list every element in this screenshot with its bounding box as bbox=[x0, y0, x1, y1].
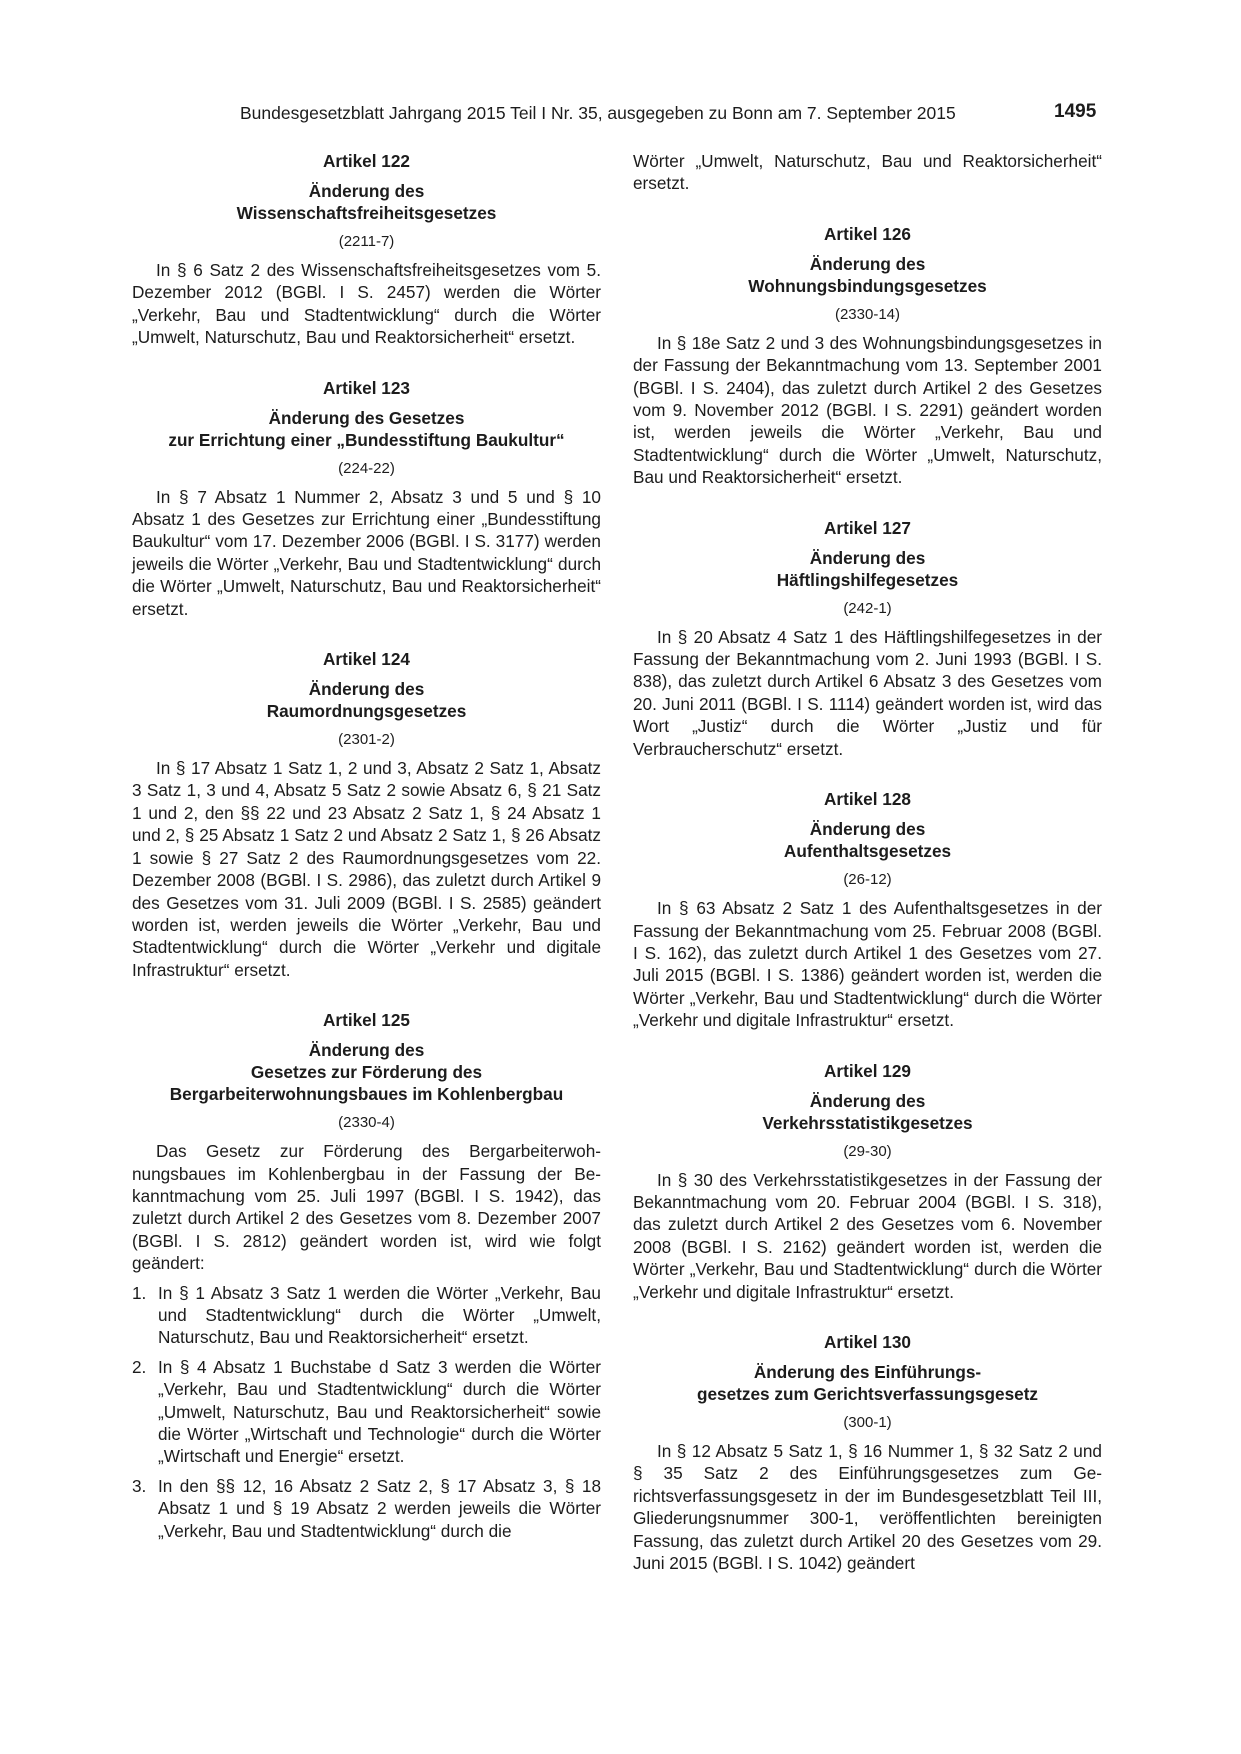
article-title bbox=[633, 547, 1102, 591]
article-126 bbox=[633, 223, 1102, 489]
article-code: (2330-14) bbox=[834, 305, 901, 323]
article-title-line: Änderung des bbox=[308, 181, 425, 201]
article-title-line: Verkehrsstatistikgesetzes bbox=[762, 1112, 973, 1133]
article-title bbox=[132, 180, 601, 224]
article-number: Artikel 125 bbox=[323, 1010, 410, 1031]
list-item-text: In § 1 Absatz 3 Satz 1 werden die Wörter „Verkehr, Bau und Stadtentwicklung“ durch die Wörter „Umwelt, Naturschutz, Bau und Reaktorsicherheit“ ersetzt. bbox=[158, 1282, 601, 1348]
list-item-text: In § 4 Absatz 1 Buchstabe d Satz 3 werden die Wörter „Verkehr, Bau und Stadtentwicklung“ durch die Wörter „Umwelt, Naturschutz, Bau und Reaktorsicherheit“ sowie die Wörter „Wirtschaft und Technologie“ durch die Wörter „Wirtschaft und Energie“ ersetzt. bbox=[158, 1356, 601, 1467]
page-number: 1495 bbox=[1054, 101, 1097, 122]
article-title-line: gesetzes zum Gerichtsverfassungsgesetz bbox=[696, 1383, 1039, 1404]
article-title-line: Änderung des bbox=[809, 547, 926, 568]
article-title bbox=[633, 253, 1102, 297]
list-item-text: In den §§ 12, 16 Absatz 2 Satz 2, § 17 Absatz 3, § 18 Absatz 1 und § 19 Absatz 2 werden jeweils die Wörter „Verkehr, Bau und Stadtentwicklung“ durch die bbox=[158, 1475, 601, 1541]
article-number: Artikel 124 bbox=[323, 649, 410, 670]
left-column bbox=[132, 150, 601, 1570]
article-body: In § 18e Satz 2 und 3 des Wohnungsbindungsgesetzes in der Fassung der Bekanntmachung vom 13. September 2001 (BGBl. I S. 2404), das zuletzt durch Artikel 2 des Gesetzes vom 9. November 2012 (BGBl. I S. 2291) geändert worden ist, werden jeweils die Wörter „Verkehr, Bau und Stadtentwicklung“ durch die Wörter „Umwelt, Naturschutz, Bau und Reaktorsicherheit“ ersetzt. bbox=[633, 332, 1102, 488]
list-item bbox=[132, 1475, 601, 1542]
article-body: In § 63 Absatz 2 Satz 1 des Aufenthaltsgesetzes in der Fassung der Bekanntmachung vom 25. Februar 2008 (BGBl. I S. 162), das zuletzt durch Artikel 1 des Gesetzes vom 27. Juli 2015 (BGBl. I S. 1386) geändert worden ist, werden die Wörter „Verkehr, Bau und Stadtentwicklung“ durch die Wörter „Verkehr und digitale Infrastruktur“ ersetzt. bbox=[633, 898, 1102, 1031]
article-code: (29-30) bbox=[843, 1142, 892, 1160]
article-body: In § 7 Absatz 1 Nummer 2, Absatz 3 und 5 und § 10 Absatz 1 des Gesetzes zur Errichtung einer „Bundesstiftung Baukultur“ vom 17. Dezember 2006 (BGBl. I S. 3177) werden jeweils die Wörter „Verkehr, Bau und Stadtentwicklung“ durch die Wörter „Umwelt, Naturschutz, Bau und Reaktorsicherheit“ ersetzt. bbox=[132, 486, 601, 619]
article-body: In § 17 Absatz 1 Satz 1, 2 und 3, Absatz 2 Satz 1, Absatz 3 Satz 1, 3 und 4, Absatz 5 Satz 2 sowie Absatz 6, § 21 Satz 1 und 2, den §§ 22 und 23 Absatz 2 Satz 1, § 24 Absatz 1 und 2, § 25 Absatz 1 Satz 2 und Absatz 2 Satz 1, § 26 Absatz 1 sowie § 27 Satz 2 des Raumordnungsgesetzes vom 22. Dezember 2008 (BGBl. I S. 2986), das zuletzt durch Artikel 9 des Gesetzes vom 31. Juli 2009 (BGBl. I S. 2585) geändert worden ist, werden jeweils die Wörter „Verkehr, Bau und Stadtentwicklung“ durch die Wörter „Verkehr und digitale Infrastruktur“ ersetzt. bbox=[132, 758, 601, 980]
article-title-line: Wissenschaftsfreiheitsgesetzes bbox=[236, 203, 497, 223]
header-gazette-line: Bundesgesetzblatt Jahrgang 2015 Teil I Nr. 35, ausgegeben zu Bonn am 7. September 2015 bbox=[240, 103, 956, 123]
list-item-number: 2. bbox=[132, 1356, 147, 1377]
article-code: (2211-7) bbox=[338, 233, 395, 250]
article-title bbox=[132, 1039, 601, 1105]
article-title bbox=[633, 818, 1102, 862]
amendment-list bbox=[132, 1282, 601, 1542]
article-number: Artikel 127 bbox=[824, 517, 911, 538]
article-title bbox=[132, 407, 601, 451]
article-title-line: Gesetzes zur Förderung des bbox=[250, 1062, 483, 1083]
article-title-line: zur Errichtung einer „Bundesstiftung Baukultur“ bbox=[168, 429, 565, 450]
article-130 bbox=[633, 1331, 1102, 1574]
article-125 bbox=[132, 1009, 601, 1542]
article-body: In § 6 Satz 2 des Wissenschaftsfreiheitsgesetzes vom 5. Dezember 2012 (BGBl. I S. 2457) werden die Wörter „Verkehr, Bau und Stadtentwicklung“ durch die Wörter „Umwelt, Naturschutz, Bau und Reaktorsicherheit“ ersetzt. bbox=[132, 260, 601, 348]
article-129 bbox=[633, 1060, 1102, 1303]
article-code: (242-1) bbox=[843, 599, 892, 617]
article-title-line: Änderung des Einführungs- bbox=[753, 1361, 982, 1382]
article-code: (2301-2) bbox=[338, 731, 395, 749]
article-128 bbox=[633, 788, 1102, 1031]
article-body: Das Gesetz zur Förderung des Bergarbeiterwohnungsbaues im Kohlenbergbau in der Fassung der Bekanntmachung vom 25. Juli 1997 (BGBl. I S. 1942), das zuletzt durch Artikel 2 des Gesetzes vom 8. Dezember 2007 (BGBl. I S. 2812) geändert worden ist, wird wie folgt geändert: bbox=[132, 1141, 601, 1274]
article-code: (26-12) bbox=[843, 871, 892, 889]
list-item bbox=[132, 1356, 601, 1468]
article-number: Artikel 122 bbox=[323, 151, 410, 171]
article-title-line: Bergarbeiterwohnungsbaues im Kohlenbergbau bbox=[169, 1084, 564, 1105]
article-title-line: Aufenthaltsgesetzes bbox=[783, 841, 952, 862]
article-code: (2330-4) bbox=[338, 1114, 395, 1132]
article-title-line: Änderung des bbox=[809, 253, 926, 274]
page-header bbox=[0, 100, 1241, 126]
right-column bbox=[633, 150, 1102, 1602]
article-123 bbox=[132, 377, 601, 620]
article-body: In § 30 des Verkehrsstatistikgesetzes in der Fassung der Bekanntmachung vom 20. Februar 2004 (BGBl. I S. 318), das zuletzt durch Artikel 2 des Gesetzes vom 6. November 2008 (BGBl. I S. 2162) geändert worden ist, werden die Wörter „Verkehr, Bau und Stadtentwicklung“ durch die Wörter „Verkehr und digitale Infrastruktur“ ersetzt. bbox=[633, 1169, 1102, 1302]
list-item-number: 1. bbox=[132, 1282, 147, 1303]
article-code: (300-1) bbox=[843, 1413, 892, 1431]
article-title-line: Änderung des bbox=[308, 679, 425, 700]
list-item-number: 3. bbox=[132, 1475, 147, 1496]
article-number: Artikel 126 bbox=[824, 223, 911, 244]
article-code: (224-22) bbox=[338, 459, 395, 477]
article-125-continuation bbox=[633, 150, 1102, 195]
list-item bbox=[132, 1282, 601, 1349]
article-title-line: Häftlingshilfegesetzes bbox=[776, 569, 959, 590]
article-number: Artikel 130 bbox=[824, 1331, 911, 1352]
article-title-line: Änderung des Gesetzes bbox=[268, 407, 465, 428]
article-title-line: Raumordnungsgesetzes bbox=[266, 701, 467, 722]
article-title-line: Änderung des bbox=[809, 1090, 926, 1111]
article-124 bbox=[132, 648, 601, 981]
article-number: Artikel 129 bbox=[824, 1060, 911, 1081]
article-title bbox=[132, 678, 601, 722]
article-title bbox=[633, 1090, 1102, 1134]
continuation-text: Wörter „Umwelt, Naturschutz, Bau und Reaktorsicherheit“ ersetzt. bbox=[633, 151, 1102, 194]
article-title-line: Änderung des bbox=[809, 819, 926, 840]
article-122 bbox=[132, 150, 601, 349]
article-title-line: Wohnungsbindungsgesetzes bbox=[748, 275, 987, 296]
article-number: Artikel 128 bbox=[824, 789, 911, 810]
article-title-line: Änderung des bbox=[308, 1040, 425, 1061]
article-127 bbox=[633, 517, 1102, 760]
article-body: In § 20 Absatz 4 Satz 1 des Häftlingshilfegesetzes in der Fassung der Bekanntmachung vom 2. Juni 1993 (BGBl. I S. 838), das zuletzt durch Artikel 6 Absatz 3 des Gesetzes vom 20. Juni 2011 (BGBl. I S. 1114) geändert worden ist, wird das Wort „Justiz“ durch die Wörter „Justiz und für Verbraucherschutz“ ersetzt. bbox=[633, 626, 1102, 759]
article-title bbox=[633, 1361, 1102, 1405]
article-body: In § 12 Absatz 5 Satz 1, § 16 Nummer 1, § 32 Satz 2 und § 35 Satz 2 des Einführungsgesetzes zum Gerichtsverfassungsgesetz in der im Bundesgesetzblatt Teil III, Gliederungsnummer 300-1, veröffentlichten bereinigten Fassung, das zuletzt durch Artikel 20 des Gesetzes vom 29. Juni 2015 (BGBl. I S. 1042) geändert bbox=[633, 1440, 1102, 1573]
article-number: Artikel 123 bbox=[323, 377, 410, 398]
